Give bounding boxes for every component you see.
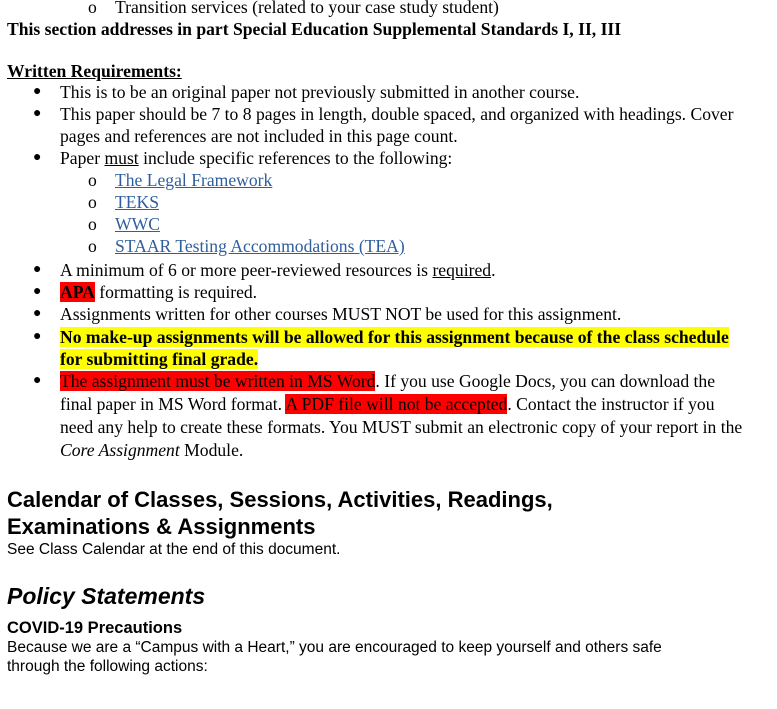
- requirement-page-length-line2: pages and references are not included in this page count.: [60, 126, 458, 146]
- wwc-link[interactable]: WWC: [115, 214, 160, 234]
- no-makeup-highlight-2: for submitting final grade.: [60, 349, 259, 369]
- pdf-not-accepted-highlight: A PDF file will not be accepted: [285, 394, 508, 414]
- ms-word-line1: [60, 370, 715, 392]
- sub-bullet-marker: o: [88, 170, 97, 190]
- section-standards-note: This section addresses in part Special Education Supplemental Standards I, II, III: [7, 19, 622, 39]
- bullet-marker: ●: [33, 284, 42, 299]
- covid-text-line2: through the following actions:: [7, 658, 208, 675]
- written-requirements-heading: Written Requirements:: [7, 61, 182, 81]
- core-assignment-italic: Core Assignment: [60, 440, 180, 460]
- sub-bullet-marker: o: [88, 236, 97, 256]
- references-prefix: Paper: [60, 148, 105, 168]
- covid-heading: COVID-19 Precautions: [7, 619, 183, 637]
- legal-framework-link[interactable]: The Legal Framework: [115, 170, 273, 190]
- sub-bullet-marker: o: [88, 214, 97, 234]
- bullet-marker: ●: [33, 306, 42, 321]
- apa-highlight: APA: [60, 282, 95, 302]
- ms-word-text1: . If you use Google Docs, you can download the: [375, 371, 716, 391]
- bullet-marker: ●: [33, 84, 42, 99]
- ms-word-line2: [60, 393, 715, 415]
- calendar-heading-line1: Calendar of Classes, Sessions, Activities, Readings,: [7, 487, 553, 512]
- bullet-marker: ●: [33, 150, 42, 165]
- ms-word-line4: [60, 439, 243, 461]
- teks-link[interactable]: TEKS: [115, 192, 159, 212]
- bullet-marker: ●: [33, 262, 42, 277]
- peer-reviewed-suffix: .: [491, 260, 496, 280]
- bullet-marker: ●: [33, 329, 42, 344]
- covid-text-line1: Because we are a “Campus with a Heart,” you are encouraged to keep yourself and others safe: [7, 639, 662, 656]
- requirement-peer-reviewed: [60, 259, 495, 281]
- peer-reviewed-prefix: A minimum of 6 or more peer-reviewed resources is: [60, 260, 433, 280]
- sub-bullet-marker: o: [88, 192, 97, 212]
- ms-word-text3: . Contact the instructor if you: [507, 394, 715, 414]
- ms-word-highlight: The assignment must be written in MS Word: [60, 371, 376, 391]
- calendar-heading: [7, 486, 707, 540]
- bullet-marker: ●: [33, 373, 42, 388]
- no-makeup-line2: [60, 348, 258, 370]
- calendar-text: See Class Calendar at the end of this document.: [7, 541, 341, 558]
- references-suffix: include specific references to the following:: [138, 148, 453, 168]
- transition-services-item: Transition services (related to your case study student): [115, 0, 499, 17]
- calendar-heading-line2: Examinations & Assignments: [7, 514, 316, 539]
- requirement-original-paper: This is to be an original paper not previously submitted in another course.: [60, 82, 580, 102]
- staar-accommodations-link[interactable]: STAAR Testing Accommodations (TEA): [115, 236, 405, 256]
- bullet-marker: ●: [33, 106, 42, 121]
- no-makeup-highlight-1: No make-up assignments will be allowed for this assignment because of the class schedule: [60, 327, 729, 347]
- requirement-apa: [60, 281, 257, 303]
- requirement-references: [60, 147, 452, 169]
- no-makeup-line1: [60, 326, 729, 348]
- sub-bullet-marker: o: [88, 0, 97, 17]
- ms-word-line3: need any help to create these formats. You MUST submit an electronic copy of your report in the: [60, 417, 743, 437]
- ms-word-text2: final paper in MS Word format.: [60, 394, 286, 414]
- policy-statements-heading: Policy Statements: [7, 583, 206, 609]
- requirement-other-courses: Assignments written for other courses MUST NOT be used for this assignment.: [60, 304, 622, 324]
- requirement-page-length-line1: This paper should be 7 to 8 pages in length, double spaced, and organized with headings. Cover: [60, 104, 734, 124]
- module-text: Module.: [179, 440, 244, 460]
- peer-reviewed-required: required: [432, 260, 492, 280]
- apa-suffix: formatting is required.: [94, 282, 258, 302]
- references-must: must: [104, 148, 139, 168]
